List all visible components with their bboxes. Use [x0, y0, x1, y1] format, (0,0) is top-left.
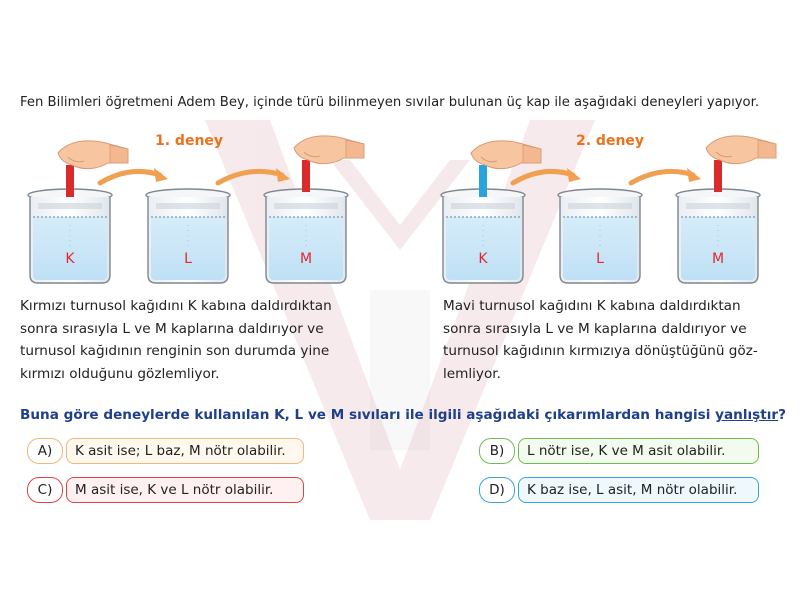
beaker-k-exp2: [441, 189, 525, 283]
option-d-text: K baz ise, L asit, M nötr olabilir.: [518, 477, 759, 503]
hand-icon: [706, 136, 776, 164]
option-a[interactable]: [27, 437, 304, 465]
experiment2-line: sonra sırasıyla L ve M kaplarına daldırıyor ve: [443, 320, 747, 337]
beaker-m-exp1: [264, 189, 348, 283]
hand-icon: [471, 141, 541, 169]
option-c-text: M asit ise, K ve L nötr olabilir.: [66, 477, 304, 503]
arrowhead-icon: [567, 168, 581, 182]
experiment1-description: [20, 295, 350, 385]
experiment2-line: lemliyor.: [443, 365, 501, 382]
beaker-label-k-exp1: K: [65, 251, 75, 267]
option-c-letter: C): [27, 477, 63, 503]
blue-litmus-paper-k: [479, 165, 487, 197]
option-d[interactable]: [479, 476, 759, 504]
arrow-icon: [100, 171, 160, 183]
experiment2-title: 2. deney: [576, 133, 645, 149]
beaker-l-exp1: [146, 189, 230, 283]
arrow-icon: [218, 171, 282, 183]
experiment2-line: Mavi turnusol kağıdını K kabına daldırdıktan: [443, 298, 741, 314]
option-b[interactable]: [479, 437, 759, 465]
beaker-label-m-exp1: M: [299, 251, 313, 267]
question-end: ?: [778, 407, 786, 423]
question-emphasis: yanlıştır: [715, 407, 779, 423]
option-c[interactable]: [27, 476, 304, 504]
experiment-illustration: [0, 0, 800, 290]
question-main: Buna göre deneylerde kullanılan K, L ve M sıvıları ile ilgili aşağıdaki çıkarımlardan hangisi: [20, 407, 716, 423]
option-d-letter: D): [479, 477, 515, 503]
arrowhead-icon: [687, 168, 701, 182]
hand-icon: [58, 141, 128, 169]
arrowhead-icon: [276, 168, 290, 182]
beaker-k-exp1: [28, 189, 112, 283]
option-a-text: K asit ise; L baz, M nötr olabilir.: [66, 438, 304, 464]
question-text: [20, 407, 786, 423]
red-litmus-paper-m: [302, 160, 310, 192]
arrow-icon: [513, 171, 573, 183]
experiment2-description: [443, 295, 768, 385]
option-b-letter: B): [479, 438, 515, 464]
option-a-letter: A): [27, 438, 63, 464]
red-litmus-paper-m-exp2: [714, 160, 722, 192]
beaker-label-k-exp2: K: [478, 251, 488, 267]
beaker-label-l-exp2: L: [596, 251, 604, 267]
beaker-label-l-exp1: L: [184, 251, 192, 267]
experiment1-line: turnusol kağıdının renginin son durumda yine: [20, 343, 330, 359]
experiment1-title: 1. deney: [155, 133, 224, 149]
beaker-l-exp2: [558, 189, 642, 283]
beaker-m-exp2: [676, 189, 760, 283]
red-litmus-paper-k: [66, 165, 74, 197]
beaker-label-m-exp2: M: [711, 251, 725, 267]
option-b-text: L nötr ise, K ve M asit olabilir.: [518, 438, 759, 464]
arrowhead-icon: [154, 168, 168, 182]
experiment1-line: sonra sırasıyla L ve M kaplarına daldırıyor ve: [20, 320, 324, 337]
intro-text: Fen Bilimleri öğretmeni Adem Bey, içinde türü bilinmeyen sıvılar bulunan üç kap ile aşağıdaki deneyleri yapıyor.: [20, 95, 760, 110]
arrow-icon: [631, 171, 693, 183]
experiment2-line: turnusol kağıdının kırmızıya dönüştüğünü göz-: [443, 343, 758, 359]
experiment1-line: Kırmızı turnusol kağıdını K kabına daldırdıktan: [20, 298, 332, 314]
experiment1-line: kırmızı olduğunu gözlemliyor.: [20, 365, 220, 382]
hand-icon: [294, 136, 364, 164]
